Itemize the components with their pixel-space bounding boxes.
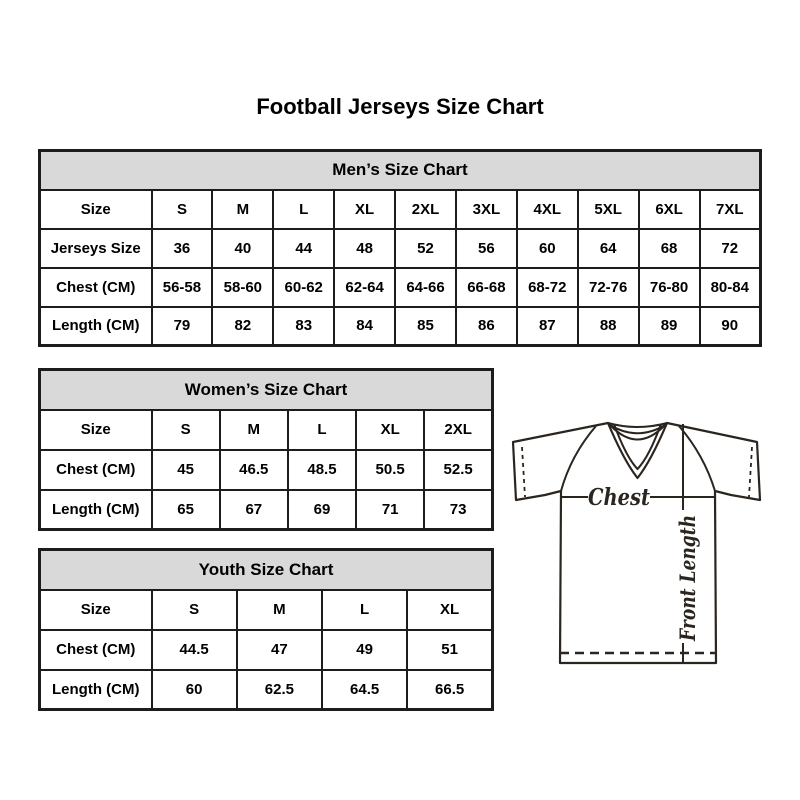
table-row: [40, 490, 493, 530]
value-cell: XL: [356, 410, 424, 450]
value-cell: XL: [407, 590, 492, 630]
value-cell: 48.5: [288, 450, 356, 490]
value-cell: 68: [639, 229, 700, 268]
row-label-cell: Chest (CM): [40, 268, 152, 307]
collar-top-line: [608, 423, 667, 427]
row-label-cell: Length (CM): [40, 670, 152, 710]
value-cell: 80-84: [700, 268, 761, 307]
value-cell: 84: [334, 307, 395, 346]
table-row: [40, 590, 493, 630]
value-cell: 67: [220, 490, 288, 530]
value-cell: 71: [356, 490, 424, 530]
row-label-cell: Length (CM): [40, 490, 152, 530]
value-cell: 3XL: [456, 190, 517, 229]
value-cell: S: [152, 410, 220, 450]
value-cell: 50.5: [356, 450, 424, 490]
value-cell: 52: [395, 229, 456, 268]
value-cell: 56: [456, 229, 517, 268]
value-cell: 49: [322, 630, 407, 670]
value-cell: 51: [407, 630, 492, 670]
table-title: Women’s Size Chart: [40, 370, 493, 410]
value-cell: 60: [517, 229, 578, 268]
value-cell: S: [152, 590, 237, 630]
womens-size-table: [38, 368, 494, 531]
value-cell: 76-80: [639, 268, 700, 307]
value-cell: 44.5: [152, 630, 237, 670]
table-row: [40, 450, 493, 490]
value-cell: 6XL: [639, 190, 700, 229]
row-label-cell: Size: [40, 190, 152, 229]
value-cell: M: [220, 410, 288, 450]
value-cell: S: [152, 190, 213, 229]
value-cell: 58-60: [212, 268, 273, 307]
value-cell: 89: [639, 307, 700, 346]
table-title: Youth Size Chart: [40, 550, 493, 590]
value-cell: 82: [212, 307, 273, 346]
row-label-cell: Chest (CM): [40, 450, 152, 490]
value-cell: 40: [212, 229, 273, 268]
chest-label: Chest: [588, 484, 651, 511]
value-cell: 68-72: [517, 268, 578, 307]
value-cell: 72-76: [578, 268, 639, 307]
row-label-cell: Size: [40, 410, 152, 450]
value-cell: 62.5: [237, 670, 322, 710]
value-cell: 66-68: [456, 268, 517, 307]
value-cell: 64-66: [395, 268, 456, 307]
value-cell: 4XL: [517, 190, 578, 229]
table-row: [40, 268, 761, 307]
value-cell: 64: [578, 229, 639, 268]
value-cell: 46.5: [220, 450, 288, 490]
value-cell: 69: [288, 490, 356, 530]
value-cell: 45: [152, 450, 220, 490]
value-cell: 48: [334, 229, 395, 268]
value-cell: XL: [334, 190, 395, 229]
value-cell: 64.5: [322, 670, 407, 710]
row-label-cell: Length (CM): [40, 307, 152, 346]
youth-size-table: [38, 548, 494, 711]
table-row: [40, 670, 493, 710]
value-cell: 88: [578, 307, 639, 346]
value-cell: 86: [456, 307, 517, 346]
value-cell: 44: [273, 229, 334, 268]
table-row: [40, 307, 761, 346]
value-cell: M: [237, 590, 322, 630]
value-cell: 2XL: [395, 190, 456, 229]
value-cell: 56-58: [152, 268, 213, 307]
value-cell: 73: [424, 490, 492, 530]
value-cell: 36: [152, 229, 213, 268]
value-cell: 83: [273, 307, 334, 346]
table-row: [40, 630, 493, 670]
table-row: [40, 190, 761, 229]
jersey-outline: [513, 423, 760, 663]
value-cell: 79: [152, 307, 213, 346]
table-title-row: [40, 370, 493, 410]
value-cell: 60-62: [273, 268, 334, 307]
jersey-measurement-diagram: [497, 405, 765, 670]
value-cell: 2XL: [424, 410, 492, 450]
value-cell: L: [322, 590, 407, 630]
value-cell: 47: [237, 630, 322, 670]
value-cell: 66.5: [407, 670, 492, 710]
value-cell: 52.5: [424, 450, 492, 490]
row-label-cell: Jerseys Size: [40, 229, 152, 268]
value-cell: L: [288, 410, 356, 450]
value-cell: 85: [395, 307, 456, 346]
table-row: [40, 410, 493, 450]
value-cell: L: [273, 190, 334, 229]
page-title: Football Jerseys Size Chart: [256, 94, 544, 119]
table-title-row: [40, 151, 761, 190]
value-cell: 62-64: [334, 268, 395, 307]
row-label-cell: Size: [40, 590, 152, 630]
value-cell: 72: [700, 229, 761, 268]
value-cell: 5XL: [578, 190, 639, 229]
mens-size-table: [38, 149, 762, 347]
row-label-cell: Chest (CM): [40, 630, 152, 670]
value-cell: 65: [152, 490, 220, 530]
front-length-label: Front Length: [675, 486, 700, 641]
value-cell: 90: [700, 307, 761, 346]
value-cell: 7XL: [700, 190, 761, 229]
table-title-row: [40, 550, 493, 590]
value-cell: 87: [517, 307, 578, 346]
table-row: [40, 229, 761, 268]
value-cell: 60: [152, 670, 237, 710]
value-cell: M: [212, 190, 273, 229]
table-title: Men’s Size Chart: [40, 151, 761, 190]
